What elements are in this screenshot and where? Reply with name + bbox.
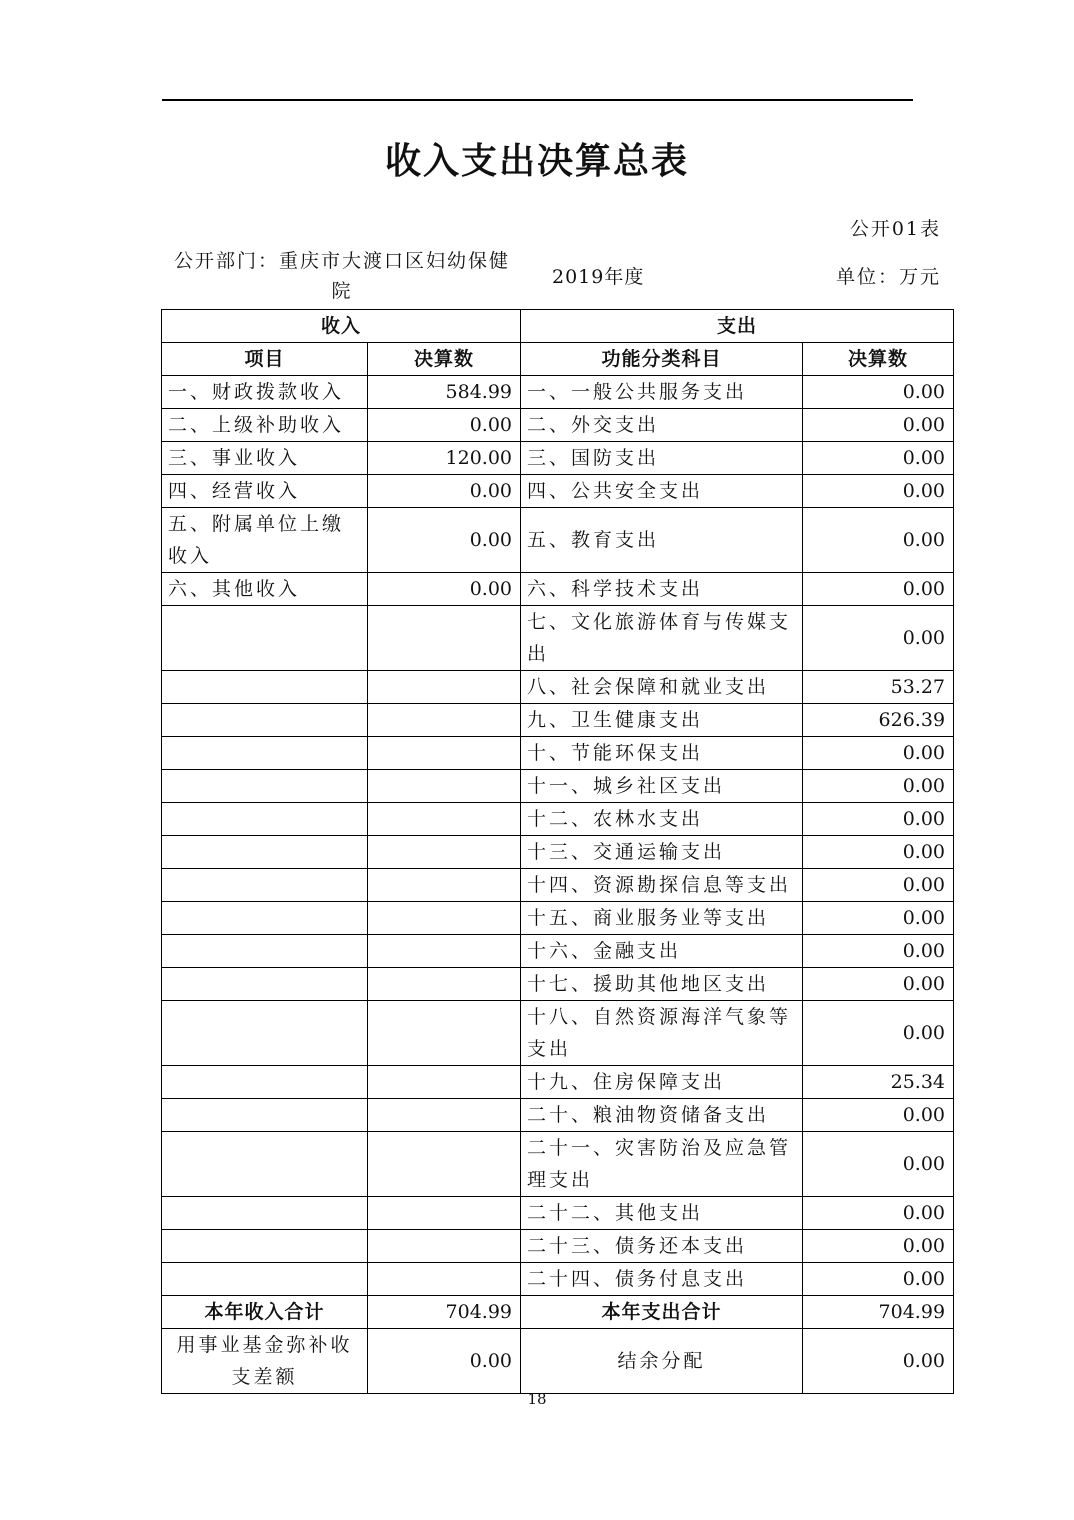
table-row bbox=[162, 770, 954, 803]
income-amount bbox=[368, 902, 521, 935]
expenditure-item: 五、教育支出 bbox=[521, 508, 803, 573]
income-amount bbox=[368, 935, 521, 968]
expenditure-item: 九、卫生健康支出 bbox=[521, 704, 803, 737]
income-item: 三、事业收入 bbox=[162, 442, 368, 475]
expenditure-item: 十五、商业服务业等支出 bbox=[521, 902, 803, 935]
income-amount bbox=[368, 1066, 521, 1099]
table-row bbox=[162, 968, 954, 1001]
income-amount bbox=[368, 1099, 521, 1132]
expenditure-item: 二十一、灾害防治及应急管理支出 bbox=[521, 1132, 803, 1197]
income-amount bbox=[368, 1132, 521, 1197]
table-row bbox=[162, 902, 954, 935]
income-item: 五、附属单位上缴收入 bbox=[162, 508, 368, 573]
page-number: 18 bbox=[527, 1390, 547, 1408]
expenditure-amount: 626.39 bbox=[803, 704, 954, 737]
income-amount bbox=[368, 968, 521, 1001]
expenditure-amount: 0.00 bbox=[803, 1099, 954, 1132]
table-subheader-row bbox=[162, 343, 954, 376]
income-total-label: 本年收入合计 bbox=[162, 1296, 368, 1329]
expenditure-item: 十二、农林水支出 bbox=[521, 803, 803, 836]
income-amount: 584.99 bbox=[368, 376, 521, 409]
income-item bbox=[162, 704, 368, 737]
expenditure-amount: 0.00 bbox=[803, 1132, 954, 1197]
table-row bbox=[162, 442, 954, 475]
exp-total: 704.99 bbox=[803, 1296, 954, 1329]
income-item bbox=[162, 1197, 368, 1230]
table-row bbox=[162, 1099, 954, 1132]
surplus-label: 结余分配 bbox=[521, 1329, 803, 1394]
income-item bbox=[162, 737, 368, 770]
expenditure-amount: 0.00 bbox=[803, 409, 954, 442]
header-rule bbox=[162, 99, 913, 101]
income-item bbox=[162, 671, 368, 704]
expenditure-item: 三、国防支出 bbox=[521, 442, 803, 475]
totals-row bbox=[162, 1296, 954, 1329]
income-item bbox=[162, 770, 368, 803]
expenditure-item: 十三、交通运输支出 bbox=[521, 836, 803, 869]
expenditure-item: 二、外交支出 bbox=[521, 409, 803, 442]
income-item bbox=[162, 968, 368, 1001]
income-item: 六、其他收入 bbox=[162, 573, 368, 606]
income-amount: 0.00 bbox=[368, 573, 521, 606]
income-amount bbox=[368, 704, 521, 737]
expenditure-amount: 0.00 bbox=[803, 442, 954, 475]
income-amount bbox=[368, 836, 521, 869]
expenditure-item: 二十二、其他支出 bbox=[521, 1197, 803, 1230]
unit: 单位：万元 bbox=[835, 266, 941, 288]
expenditure-item: 二十、粮油物资储备支出 bbox=[521, 1099, 803, 1132]
income-amount bbox=[368, 1001, 521, 1066]
income-header: 收入 bbox=[162, 310, 521, 343]
exp-total-label: 本年支出合计 bbox=[521, 1296, 803, 1329]
department: 公开部门：重庆市大渡口区妇幼保健院 bbox=[173, 250, 510, 302]
expenditure-item: 十一、城乡社区支出 bbox=[521, 770, 803, 803]
expenditure-item: 十六、金融支出 bbox=[521, 935, 803, 968]
balance-row bbox=[162, 1329, 954, 1394]
income-amount bbox=[368, 803, 521, 836]
table-row bbox=[162, 1263, 954, 1296]
table-row bbox=[162, 475, 954, 508]
expenditure-amount: 0.00 bbox=[803, 770, 954, 803]
table-row bbox=[162, 1001, 954, 1066]
expenditure-amount: 0.00 bbox=[803, 1230, 954, 1263]
table-row bbox=[162, 671, 954, 704]
income-item bbox=[162, 606, 368, 671]
budget-table bbox=[161, 309, 954, 1394]
amount2-header: 决算数 bbox=[803, 343, 954, 376]
expenditure-item: 十四、资源勘探信息等支出 bbox=[521, 869, 803, 902]
table-row bbox=[162, 1197, 954, 1230]
income-amount bbox=[368, 671, 521, 704]
fund-amount: 0.00 bbox=[368, 1329, 521, 1394]
table-row bbox=[162, 508, 954, 573]
expenditure-amount: 0.00 bbox=[803, 968, 954, 1001]
income-item bbox=[162, 1001, 368, 1066]
expenditure-amount: 0.00 bbox=[803, 803, 954, 836]
expenditure-amount: 0.00 bbox=[803, 1001, 954, 1066]
income-amount: 0.00 bbox=[368, 475, 521, 508]
income-item bbox=[162, 1263, 368, 1296]
table-row bbox=[162, 869, 954, 902]
expenditure-item: 二十四、债务付息支出 bbox=[521, 1263, 803, 1296]
expenditure-amount: 0.00 bbox=[803, 902, 954, 935]
income-item: 二、上级补助收入 bbox=[162, 409, 368, 442]
expenditure-item: 七、文化旅游体育与传媒支出 bbox=[521, 606, 803, 671]
table-row bbox=[162, 1066, 954, 1099]
expenditure-item: 十九、住房保障支出 bbox=[521, 1066, 803, 1099]
expenditure-header: 支出 bbox=[521, 310, 954, 343]
table-header-row bbox=[162, 310, 954, 343]
income-amount bbox=[368, 1263, 521, 1296]
income-item bbox=[162, 836, 368, 869]
table-row bbox=[162, 573, 954, 606]
expenditure-amount: 0.00 bbox=[803, 376, 954, 409]
table-row bbox=[162, 704, 954, 737]
table-row bbox=[162, 1230, 954, 1263]
table-row bbox=[162, 803, 954, 836]
income-amount bbox=[368, 869, 521, 902]
page-title: 收入支出决算总表 bbox=[384, 141, 689, 182]
income-item: 一、财政拨款收入 bbox=[162, 376, 368, 409]
income-item bbox=[162, 935, 368, 968]
table-row bbox=[162, 836, 954, 869]
table-row bbox=[162, 606, 954, 671]
table-row bbox=[162, 935, 954, 968]
expenditure-amount: 25.34 bbox=[803, 1066, 954, 1099]
income-amount: 0.00 bbox=[368, 409, 521, 442]
table-row bbox=[162, 409, 954, 442]
expenditure-item: 十、节能环保支出 bbox=[521, 737, 803, 770]
income-amount bbox=[368, 1197, 521, 1230]
expenditure-item: 十八、自然资源海洋气象等支出 bbox=[521, 1001, 803, 1066]
surplus-amount: 0.00 bbox=[803, 1329, 954, 1394]
expenditure-item: 四、公共安全支出 bbox=[521, 475, 803, 508]
category-header: 功能分类科目 bbox=[521, 343, 803, 376]
fund-label: 用事业基金弥补收支差额 bbox=[162, 1329, 368, 1394]
income-item bbox=[162, 1099, 368, 1132]
income-amount bbox=[368, 1230, 521, 1263]
expenditure-item: 二十三、债务还本支出 bbox=[521, 1230, 803, 1263]
income-item: 四、经营收入 bbox=[162, 475, 368, 508]
income-item bbox=[162, 869, 368, 902]
expenditure-amount: 0.00 bbox=[803, 573, 954, 606]
expenditure-amount: 53.27 bbox=[803, 671, 954, 704]
income-item bbox=[162, 1230, 368, 1263]
income-item bbox=[162, 1132, 368, 1197]
expenditure-amount: 0.00 bbox=[803, 1197, 954, 1230]
expenditure-item: 八、社会保障和就业支出 bbox=[521, 671, 803, 704]
form-number: 公开01表 bbox=[849, 218, 941, 240]
table-row bbox=[162, 376, 954, 409]
income-item bbox=[162, 803, 368, 836]
income-item bbox=[162, 902, 368, 935]
income-amount: 120.00 bbox=[368, 442, 521, 475]
fiscal-year: 2019年度 bbox=[552, 266, 645, 288]
income-amount bbox=[368, 737, 521, 770]
expenditure-amount: 0.00 bbox=[803, 836, 954, 869]
expenditure-amount: 0.00 bbox=[803, 606, 954, 671]
expenditure-item: 一、一般公共服务支出 bbox=[521, 376, 803, 409]
expenditure-amount: 0.00 bbox=[803, 737, 954, 770]
expenditure-item: 六、科学技术支出 bbox=[521, 573, 803, 606]
expenditure-amount: 0.00 bbox=[803, 475, 954, 508]
income-amount bbox=[368, 770, 521, 803]
table-row bbox=[162, 1132, 954, 1197]
income-total: 704.99 bbox=[368, 1296, 521, 1329]
expenditure-amount: 0.00 bbox=[803, 1263, 954, 1296]
income-amount: 0.00 bbox=[368, 508, 521, 573]
amount-header: 决算数 bbox=[368, 343, 521, 376]
income-item bbox=[162, 1066, 368, 1099]
expenditure-amount: 0.00 bbox=[803, 935, 954, 968]
expenditure-item: 十七、援助其他地区支出 bbox=[521, 968, 803, 1001]
item-header: 项目 bbox=[162, 343, 368, 376]
table-row bbox=[162, 737, 954, 770]
expenditure-amount: 0.00 bbox=[803, 508, 954, 573]
income-amount bbox=[368, 606, 521, 671]
expenditure-amount: 0.00 bbox=[803, 869, 954, 902]
